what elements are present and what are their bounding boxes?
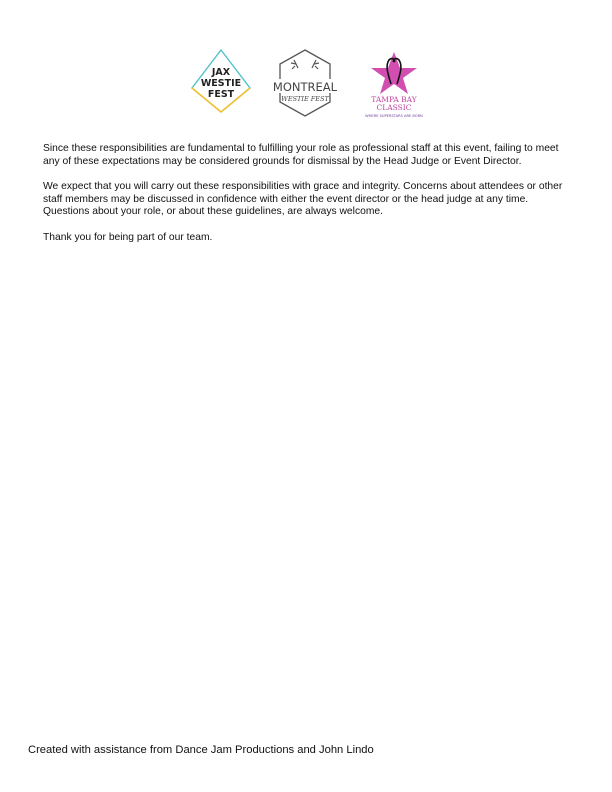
jax-westie-fest-logo — [190, 48, 252, 114]
antler-hexagon-icon — [268, 48, 342, 118]
paragraph-dismissal: Since these responsibilities are fundamental to fulfilling your role as professional staff at this event, failing to meet any of these expectations may be considered grounds for dismissal by the Head Judge or Event Director. — [43, 143, 559, 167]
flamingo-star-icon — [355, 50, 433, 120]
montreal-westie-fest-logo — [268, 48, 342, 118]
montreal-line2: WESTIE FEST — [281, 95, 329, 103]
document-body — [43, 143, 569, 258]
triangle-logo-icon — [190, 48, 252, 114]
montreal-line1: MONTREAL — [272, 80, 338, 94]
jax-line1: JAX — [211, 67, 231, 78]
paragraph-expectations: We expect that you will carry out these responsibilities with grace and integrity. Concerns about attendees or other staff members may be discussed in confidence with either the event director or the head judge at any time. Questions about your role, or about these guidelines, are always welcome. — [43, 181, 563, 218]
footer-credit: Created with assistance from Dance Jam Productions and John Lindo — [28, 744, 374, 756]
tampa-line2: CLASSIC — [376, 103, 412, 112]
tampa-tagline: WHERE SUPERSTARS ARE BORN — [365, 114, 423, 118]
paragraph-thanks: Thank you for being part of our team. — [43, 231, 213, 243]
jax-line2: WESTIE — [200, 78, 242, 89]
tampa-line1: TAMPA BAY — [371, 95, 417, 104]
tampa-bay-classic-logo — [355, 50, 433, 120]
header-logos — [0, 44, 612, 122]
jax-line3: FEST — [207, 89, 235, 100]
